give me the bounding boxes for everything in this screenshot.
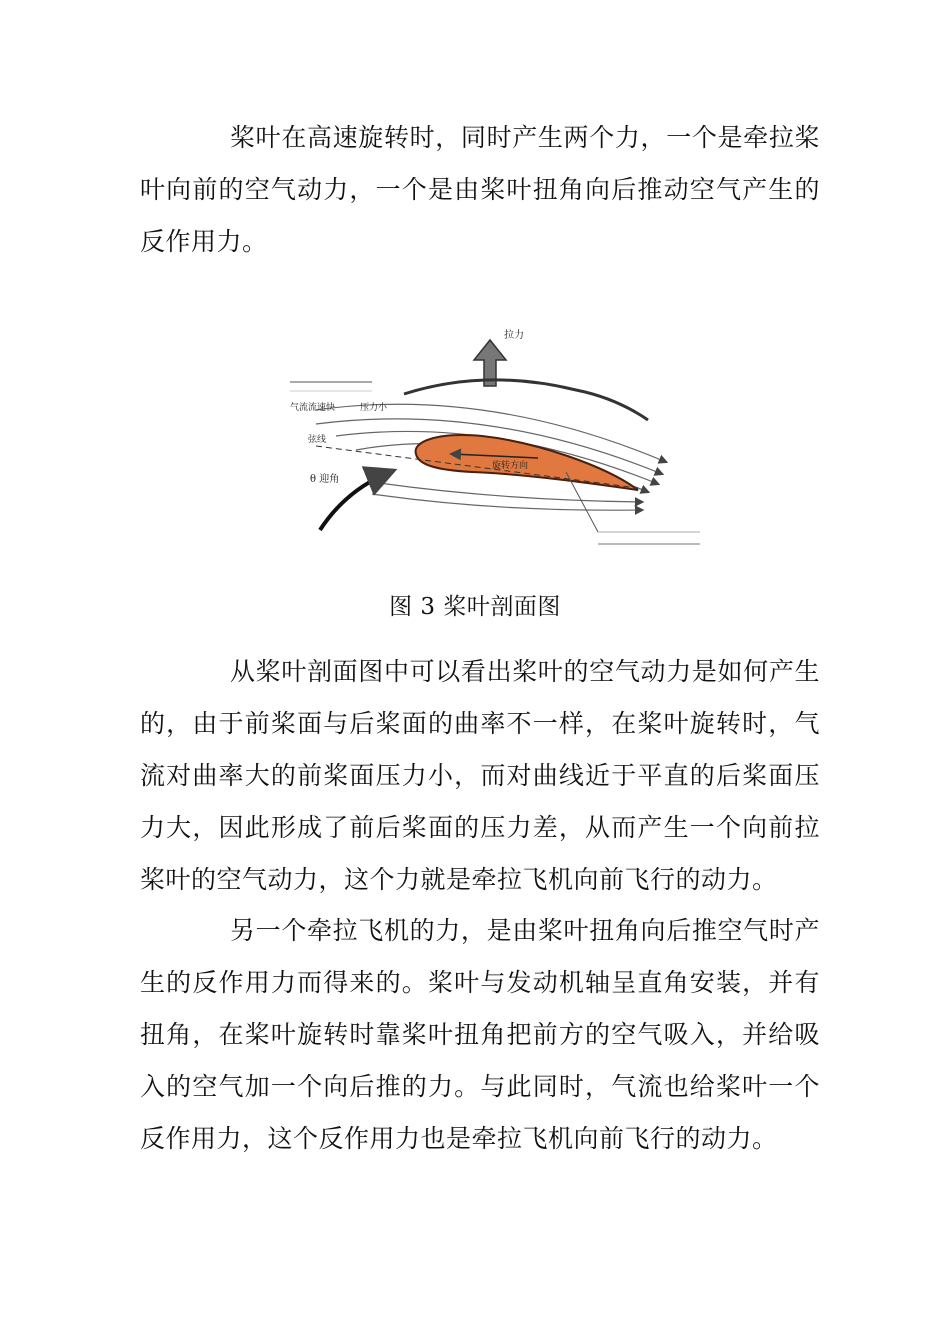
lift-label: 拉力	[504, 330, 524, 341]
figure-caption: 图 3 桨叶剖面图	[389, 594, 561, 620]
paragraph-1: 桨叶在高速旋转时，同时产生两个力，一个是牵拉桨叶向前的空气动力，一个是由桨叶扭角向后推动空气产生的反作用力。	[140, 123, 820, 256]
chord-label: 弦线	[308, 435, 327, 445]
paragraph-3: 另一个牵拉飞机的力，是由桨叶扭角向后推空气时产生的反作用力而得来的。桨叶与发动机轴呈直角安装，并有扭角，在桨叶旋转时靠桨叶扭角把前方的空气吸入，并给吸入的空气加一个向后推的力。与此同时，气流也给桨叶一个反作用力，这个反作用力也是牵拉飞机向前飞行的动力。	[140, 916, 820, 1153]
blade-section-diagram	[276, 316, 716, 564]
paragraph-2: 从桨叶剖面图中可以看出桨叶的空气动力是如何产生的，由于前桨面与后桨面的曲率不一样，在桨叶旋转时，气流对曲率大的前桨面压力小，而对曲线近于平直的后桨面压力大，因此形成了前后桨面的压力差，从而产生一个向前拉桨叶的空气动力，这个力就是牵拉飞机向前飞行的动力。	[140, 657, 820, 894]
fast-flow-label: 气流流速快	[290, 403, 336, 413]
pressure-bracket	[404, 380, 648, 420]
low-pressure-label: 压力小	[360, 403, 388, 413]
rotation-label: 旋转方向	[492, 461, 529, 471]
blade-section-figure	[276, 316, 716, 564]
angle-label: θ 迎角	[310, 474, 340, 485]
